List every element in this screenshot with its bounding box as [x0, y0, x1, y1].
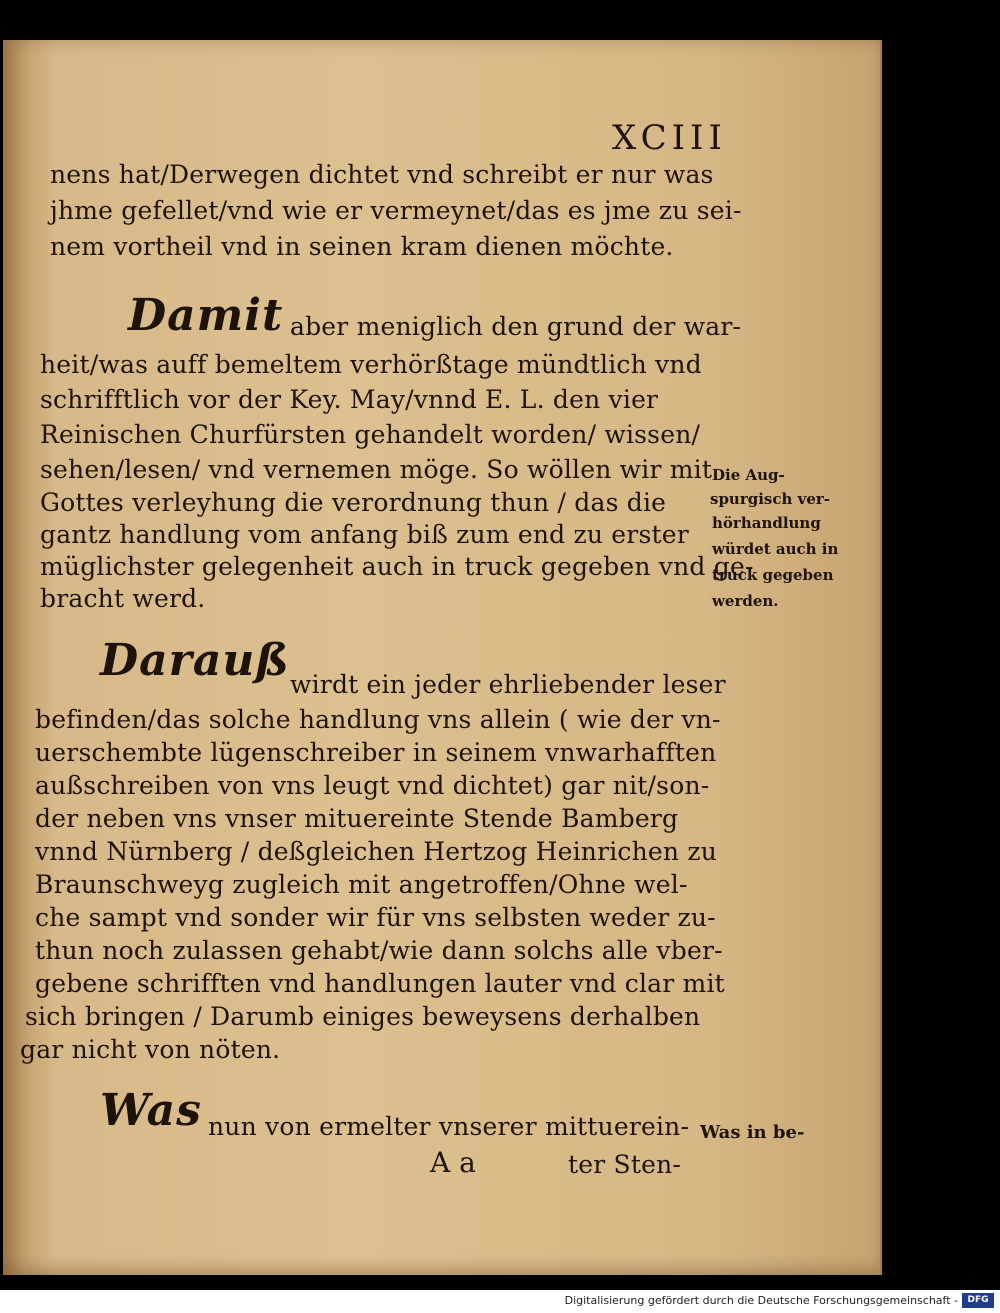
text-line: der neben vns vnser mituereinte Stende Bamberg [35, 804, 679, 833]
text-line: heit/was auff bemeltem verhörßtage mündtlich vnd [40, 350, 702, 379]
text-line: müglichster gelegenheit auch in truck gegeben vnd ge- [40, 552, 754, 581]
text-line: nem vortheil vnd in seinen kram dienen möchte. [50, 232, 674, 261]
text-line: nun von ermelter vnserer mittuerein- [208, 1112, 690, 1141]
text-line: vnnd Nürnberg / deßgleichen Hertzog Heinrichen zu [35, 837, 718, 866]
funding-notice: Digitalisierung gefördert durch die Deutsche Forschungsgemeinschaft - [564, 1294, 958, 1307]
signature-mark: A a [430, 1146, 476, 1179]
margin-note-line: würdet auch in [712, 540, 839, 558]
footer-bar [0, 1290, 1000, 1313]
catchword: ter Sten- [568, 1150, 682, 1179]
text-line: gar nicht von nöten. [20, 1035, 281, 1064]
text-line: gantz handlung vom anfang biß zum end zu erster [40, 520, 689, 549]
margin-note-line: Die Aug- [712, 466, 785, 484]
text-line: sehen/lesen/ vnd vernemen möge. So wöllen wir mit [40, 455, 713, 484]
text-line: bracht werd. [40, 584, 206, 613]
text-line: gebene schrifften vnd handlungen lauter vnd clar mit [35, 969, 725, 998]
text-line: che sampt vnd sonder wir für vns selbsten weder zu- [35, 903, 716, 932]
text-line: Reinischen Churfürsten gehandelt worden/ wissen/ [40, 420, 701, 449]
margin-note-line: Was in be- [700, 1122, 805, 1143]
margin-note-line: truck gegeben [712, 566, 834, 584]
text-line: nens hat/Derwegen dichtet vnd schreibt er nur was [50, 160, 714, 189]
text-line: jhme gefellet/vnd wie er vermeynet/das es jme zu sei- [50, 196, 742, 225]
text-line: thun noch zulassen gehabt/wie dann solchs alle vber- [35, 936, 723, 965]
folio-number: XCIII [612, 118, 727, 158]
text-line: uerschembte lügenschreiber in seinem vnwarhafften [35, 738, 717, 767]
margin-note-line: hörhandlung [712, 514, 821, 532]
text-line: außschreiben von vns leugt vnd dichtet) gar nit/son- [35, 771, 710, 800]
text-line: befinden/das solche handlung vns allein ( wie der vn- [35, 705, 721, 734]
text-line: aber meniglich den grund der war- [290, 312, 742, 341]
margin-note-line: spurgisch ver- [710, 490, 831, 508]
drop-initial: Damit [128, 290, 284, 341]
text-line: wirdt ein jeder ehrliebender leser [290, 670, 726, 699]
dfg-logo: DFG [962, 1293, 994, 1308]
drop-initial: Darauß [100, 635, 290, 686]
text-line: Gottes verleyhung die verordnung thun / das die [40, 488, 667, 517]
text-line: Braunschweyg zugleich mit angetroffen/Ohne wel- [35, 870, 688, 899]
drop-initial: Was [100, 1085, 202, 1136]
text-line: sich bringen / Darumb einiges beweysens derhalben [25, 1002, 701, 1031]
text-line: schrifftlich vor der Key. May/vnnd E. L. den vier [40, 385, 659, 414]
margin-note-line: werden. [712, 592, 779, 610]
